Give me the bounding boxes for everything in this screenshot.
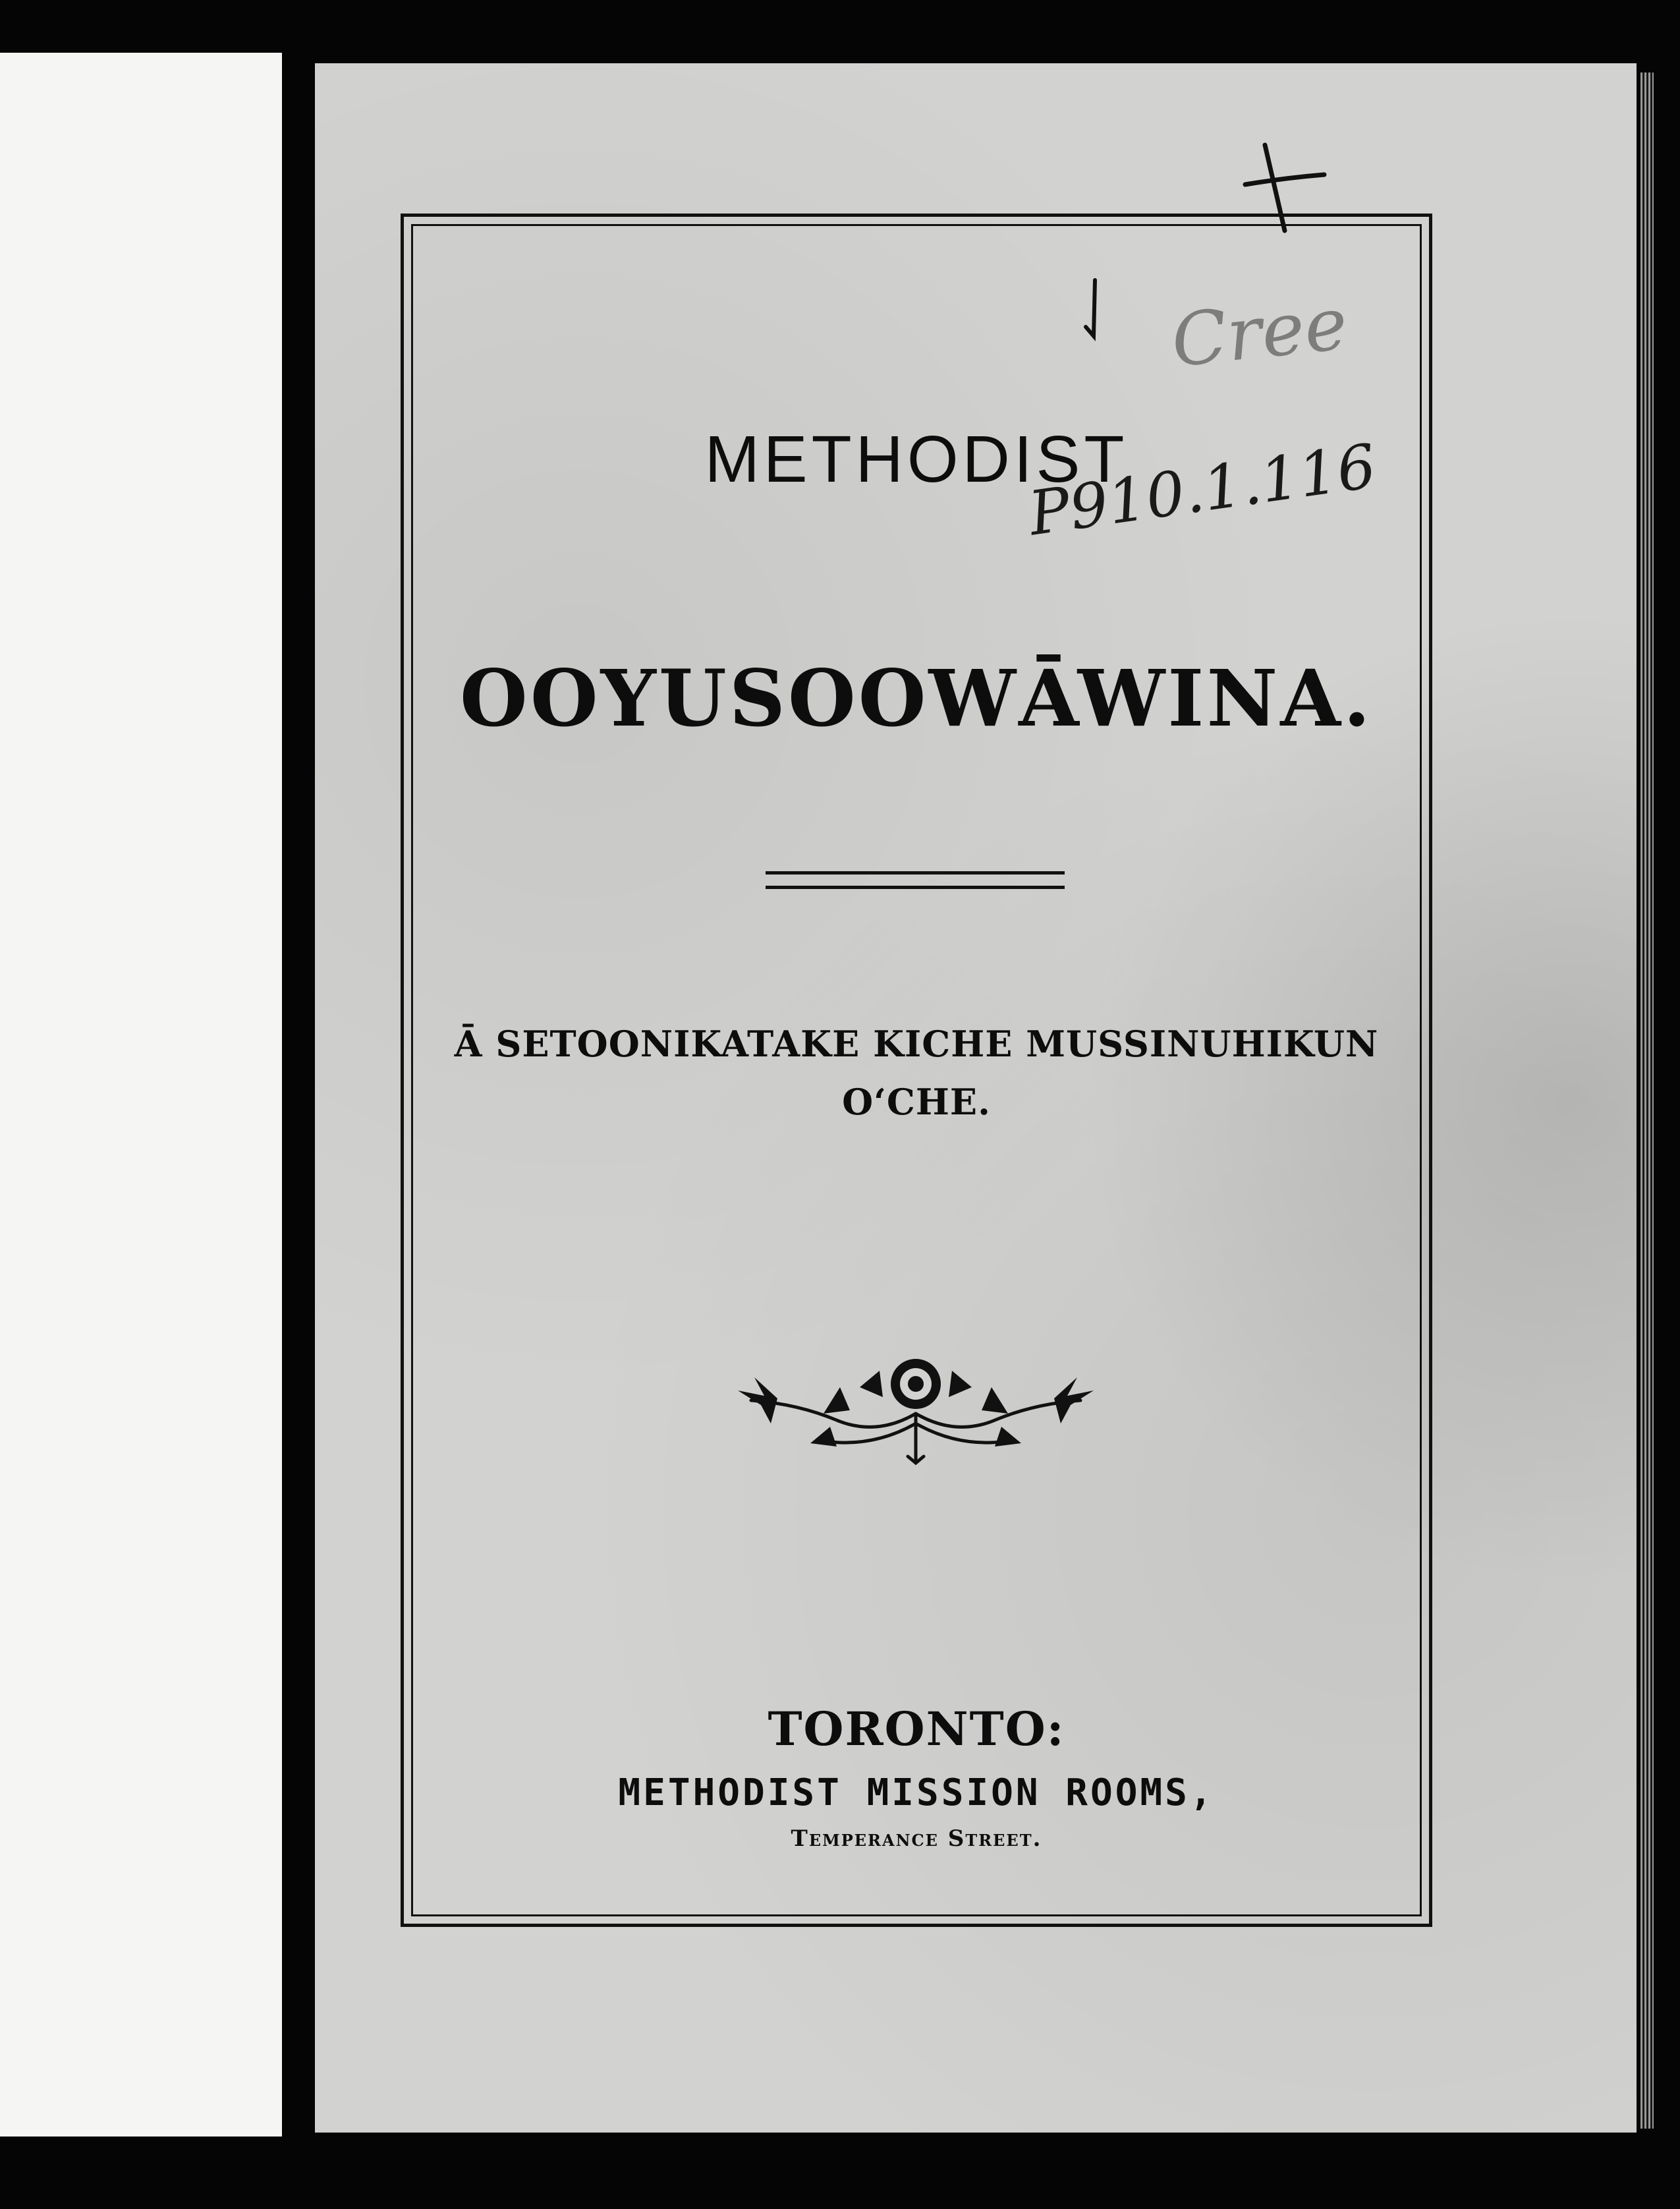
subtitle-line-2: O‘CHE. (842, 1081, 991, 1123)
main-title: OOYUSOOWĀWINA. (460, 652, 1373, 744)
facing-blank-page (0, 53, 282, 2137)
page-edges (1640, 72, 1654, 2129)
handwritten-accession-number: P910.1.116 (1024, 430, 1380, 550)
publication-place: TORONTO: (768, 1702, 1065, 1756)
handwritten-language-note: Cree (1167, 281, 1351, 384)
publisher-name: METHODIST MISSION ROOMS, (618, 1771, 1215, 1814)
publisher-address: Temperance Street. (791, 1825, 1042, 1852)
double-rule-top (766, 871, 1065, 875)
handwritten-cross-mark (1239, 138, 1331, 237)
floral-vine-ornament-icon (725, 1351, 1107, 1470)
subtitle-line-1: Ā SETOONIKATAKE KICHE MUSSINUHIKUN (454, 1023, 1379, 1065)
double-rule-bottom (766, 886, 1065, 889)
series-title: METHODIST (704, 422, 1129, 496)
handwritten-tick-mark (1080, 277, 1107, 343)
